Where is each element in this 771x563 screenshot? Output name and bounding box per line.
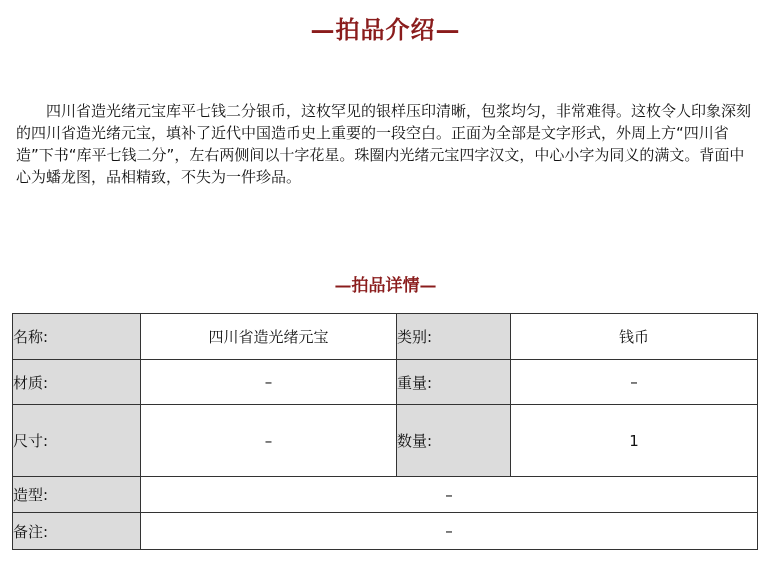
details-row-shape — [13, 477, 758, 513]
size-label: 尺寸: — [13, 405, 141, 477]
name-label: 名称: — [13, 314, 141, 360]
lot-details-title: —拍品详情— — [334, 276, 437, 296]
quantity-label: 数量: — [397, 405, 511, 477]
remarks-label: 备注: — [13, 513, 141, 550]
quantity-value: 1 — [511, 405, 758, 477]
remarks-value: – — [141, 513, 758, 550]
details-row-material — [13, 360, 758, 405]
material-value: – — [141, 360, 397, 405]
shape-value: – — [141, 477, 758, 513]
category-label: 类别: — [397, 314, 511, 360]
name-value: 四川省造光绪元宝 — [141, 314, 397, 360]
lot-description: 四川省造光绪元宝库平七钱二分银币，这枚罕见的银样压印清晰，包浆均匀，非常难得。这枚令人印象深刻的四川省造光绪元宝，填补了近代中国造币史上重要的一段空白。正面为全部是文字形式，外周上方“四川省造”下书“库平七钱二分”，左右两侧间以十字花星。珠圈内光绪元宝四字汉文，中心小字为同义的满文。背面中心为蟠龙图，品相精致，不失为一件珍品。 — [16, 102, 752, 186]
weight-value: – — [511, 360, 758, 405]
details-row-remarks — [13, 513, 758, 550]
weight-label: 重量: — [397, 360, 511, 405]
lot-details-table — [12, 313, 758, 550]
details-row-name — [13, 314, 758, 360]
material-label: 材质: — [13, 360, 141, 405]
lot-introduction-title: —拍品介绍— — [310, 15, 461, 44]
shape-label: 造型: — [13, 477, 141, 513]
category-value: 钱币 — [511, 314, 758, 360]
details-row-size — [13, 405, 758, 477]
size-value: – — [141, 405, 397, 477]
